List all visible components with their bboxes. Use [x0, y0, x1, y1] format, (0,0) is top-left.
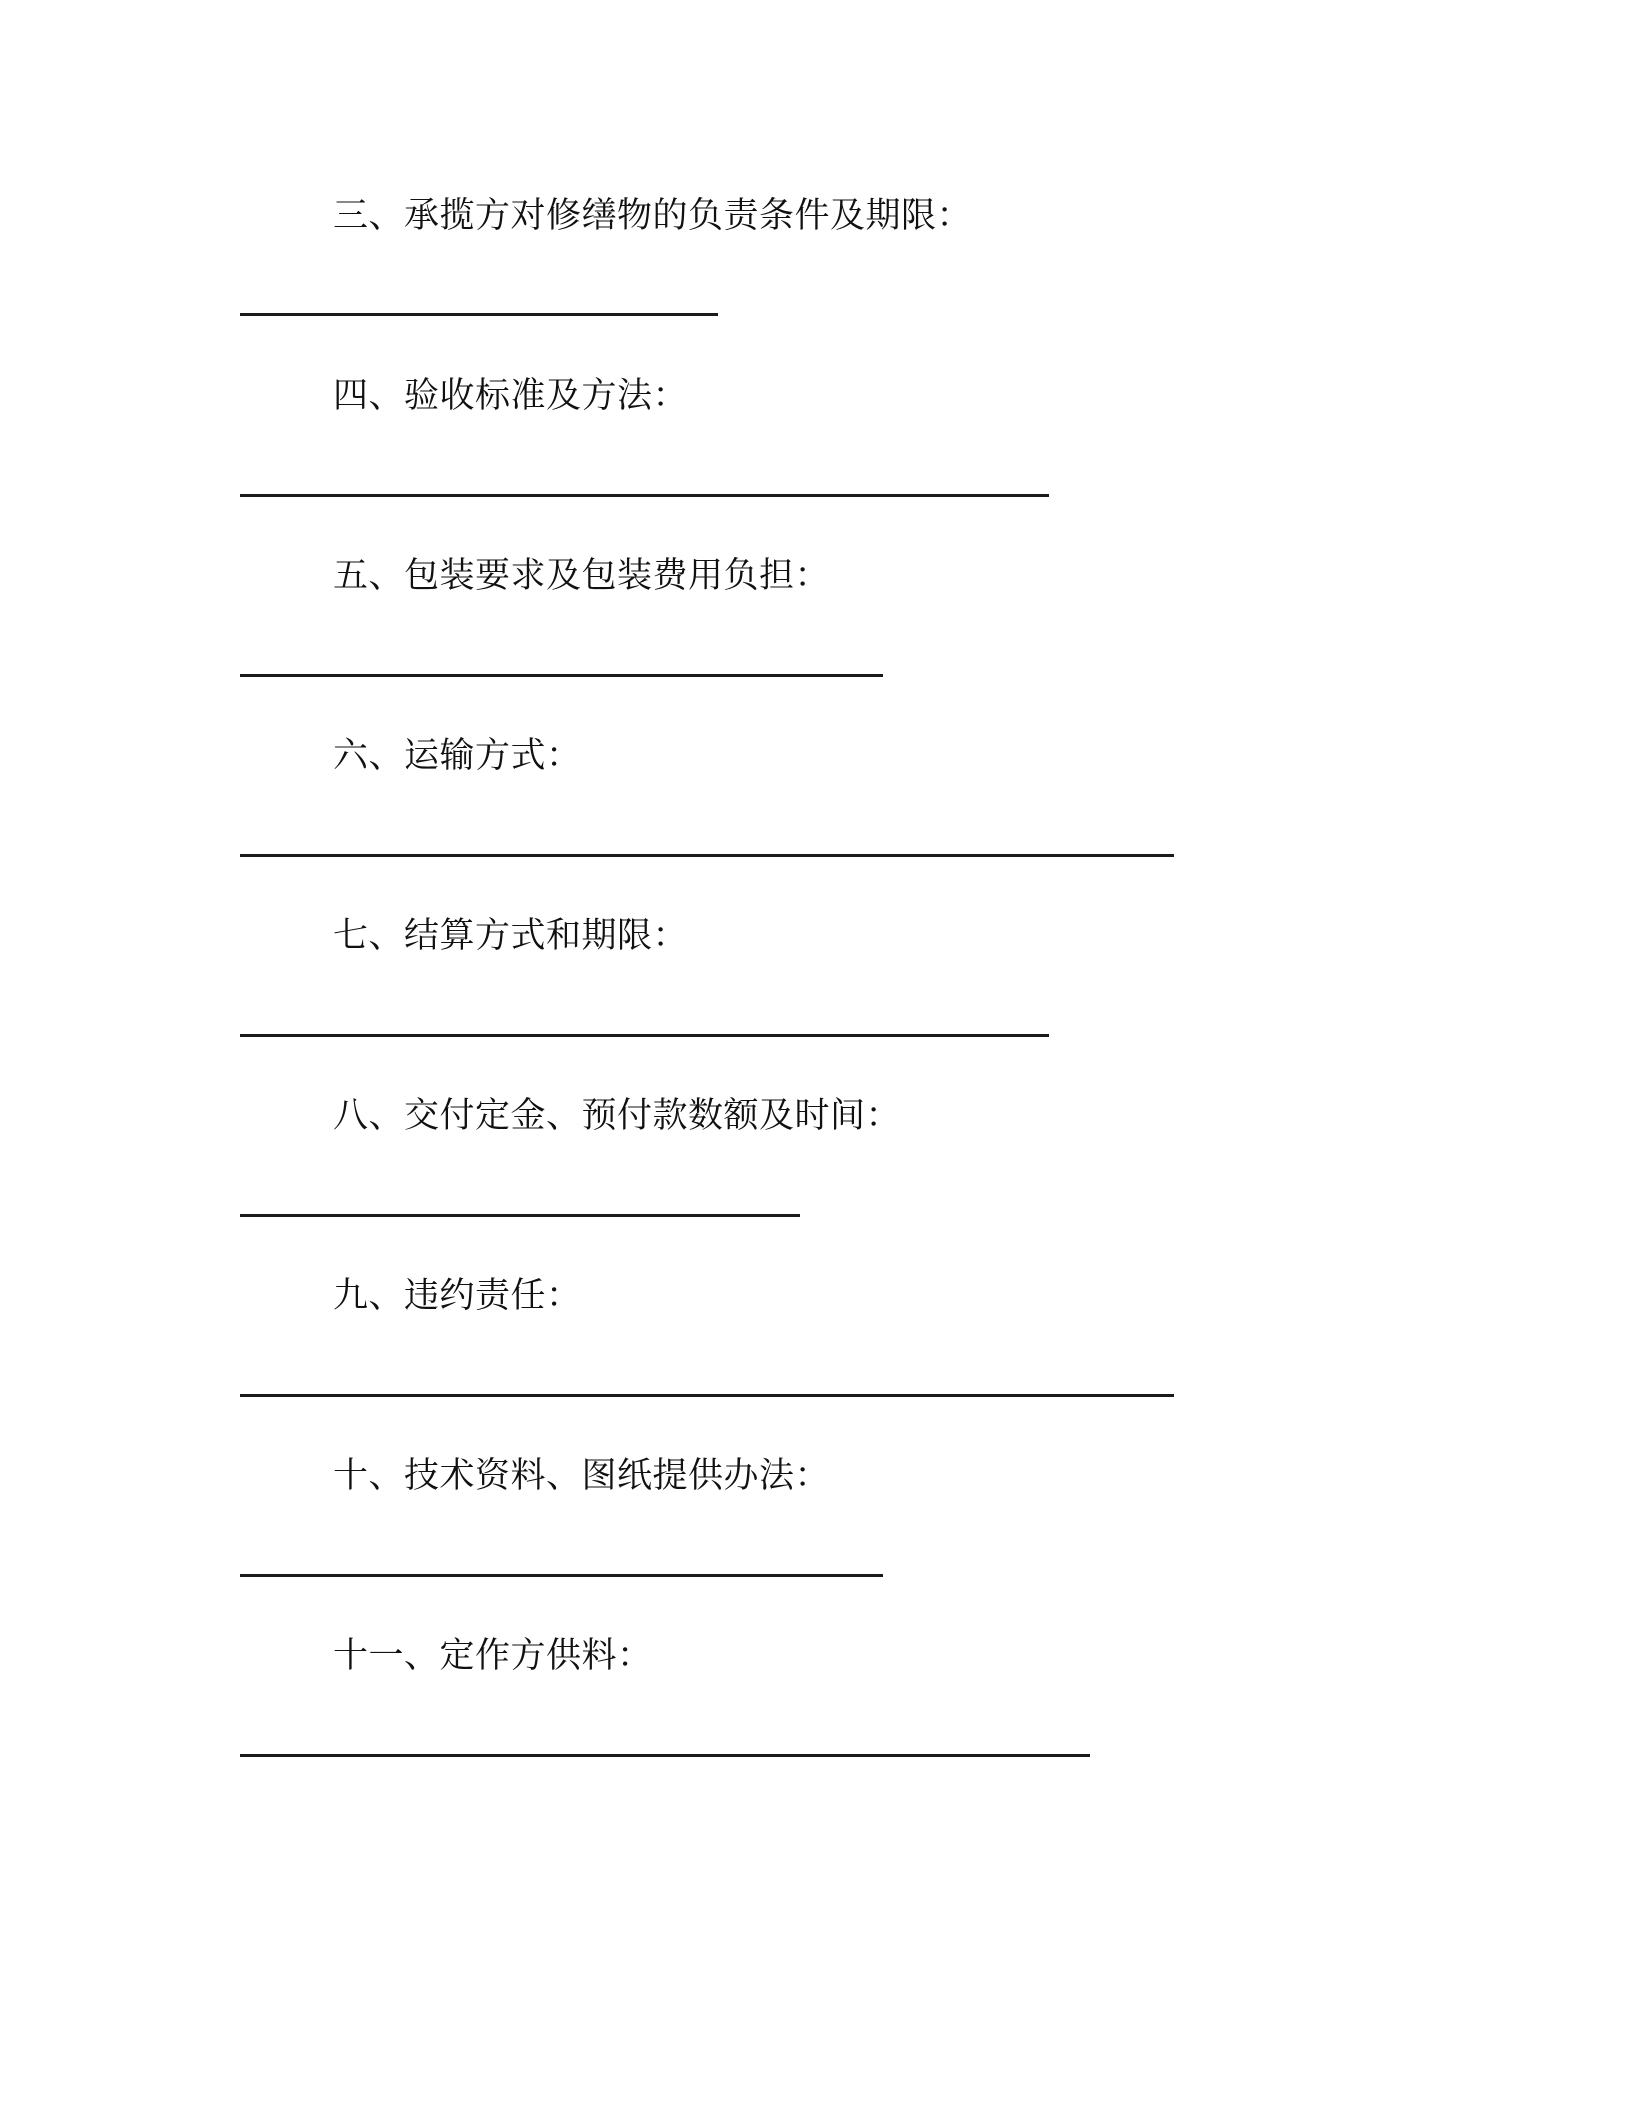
fill-in-blank-line	[240, 1574, 883, 1577]
fill-in-blank-line	[240, 854, 1174, 857]
clause-heading-9: 九、违约责任：	[333, 1276, 582, 1316]
clause-heading-4: 四、验收标准及方法：	[333, 376, 689, 416]
fill-in-blank-line	[240, 1394, 1174, 1397]
clause-heading-3: 三、承揽方对修缮物的负责条件及期限：	[333, 196, 973, 236]
fill-in-blank-line	[240, 1034, 1049, 1037]
clause-heading-11: 十一、定作方供料：	[333, 1636, 653, 1676]
clause-heading-8: 八、交付定金、预付款数额及时间：	[333, 1096, 902, 1136]
clause-heading-5: 五、包装要求及包装费用负担：	[333, 556, 831, 596]
fill-in-blank-line	[240, 1214, 800, 1217]
fill-in-blank-line	[240, 313, 718, 316]
clause-heading-6: 六、运输方式：	[333, 736, 582, 776]
fill-in-blank-line	[240, 674, 883, 677]
fill-in-blank-line	[240, 1754, 1090, 1757]
clause-heading-10: 十、技术资料、图纸提供办法：	[333, 1456, 831, 1496]
clause-heading-7: 七、结算方式和期限：	[333, 916, 689, 956]
fill-in-blank-line	[240, 494, 1049, 497]
